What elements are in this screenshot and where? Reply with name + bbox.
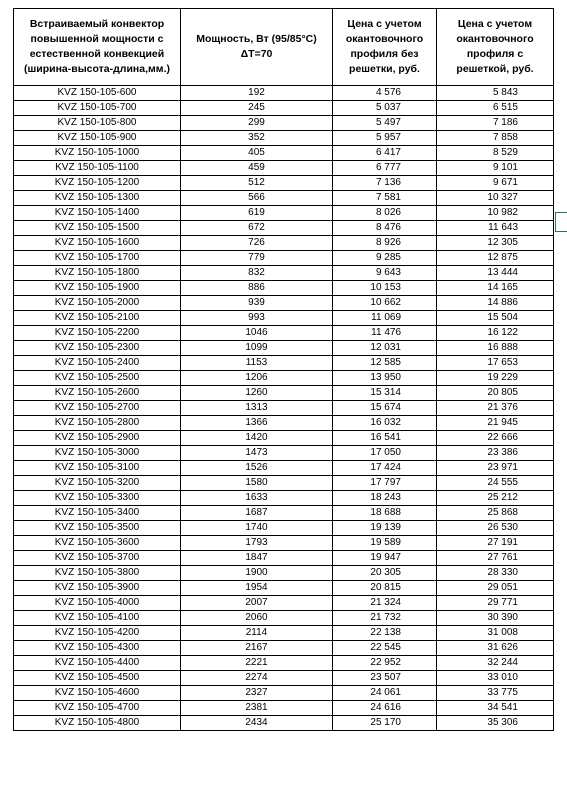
cell-price-with-grille[interactable]: 30 390 bbox=[437, 611, 554, 626]
cell-power[interactable]: 1313 bbox=[181, 401, 333, 416]
cell-price-with-grille[interactable]: 7 186 bbox=[437, 116, 554, 131]
cell-price-no-grille[interactable]: 18 688 bbox=[333, 506, 437, 521]
cell-power[interactable]: 939 bbox=[181, 296, 333, 311]
table-row bbox=[14, 716, 554, 731]
cell-power[interactable]: 1153 bbox=[181, 356, 333, 371]
cell-model[interactable]: KVZ 150-105-3400 bbox=[14, 506, 181, 521]
cell-model[interactable]: KVZ 150-105-3900 bbox=[14, 581, 181, 596]
cell-price-with-grille[interactable]: 11 643 bbox=[437, 221, 554, 236]
cell-power[interactable]: 726 bbox=[181, 236, 333, 251]
cell-price-with-grille[interactable]: 14 886 bbox=[437, 296, 554, 311]
cell-power[interactable]: 2327 bbox=[181, 686, 333, 701]
table-body bbox=[14, 86, 554, 731]
cell-price-with-grille[interactable]: 6 515 bbox=[437, 101, 554, 116]
table-row bbox=[14, 356, 554, 371]
cell-price-no-grille[interactable]: 8 926 bbox=[333, 236, 437, 251]
cell-price-no-grille[interactable]: 19 589 bbox=[333, 536, 437, 551]
cell-power[interactable]: 1526 bbox=[181, 461, 333, 476]
table-row bbox=[14, 386, 554, 401]
cell-price-with-grille[interactable]: 17 653 bbox=[437, 356, 554, 371]
cell-price-with-grille[interactable]: 34 541 bbox=[437, 701, 554, 716]
table-row bbox=[14, 596, 554, 611]
cell-price-no-grille[interactable]: 11 476 bbox=[333, 326, 437, 341]
cell-price-with-grille[interactable]: 19 229 bbox=[437, 371, 554, 386]
cell-power[interactable]: 1046 bbox=[181, 326, 333, 341]
cell-model[interactable]: KVZ 150-105-3200 bbox=[14, 476, 181, 491]
cell-price-no-grille[interactable]: 17 050 bbox=[333, 446, 437, 461]
cell-model[interactable]: KVZ 150-105-1800 bbox=[14, 266, 181, 281]
cell-power[interactable]: 2114 bbox=[181, 626, 333, 641]
cell-price-with-grille[interactable]: 9 101 bbox=[437, 161, 554, 176]
cell-model[interactable]: KVZ 150-105-4600 bbox=[14, 686, 181, 701]
table-row bbox=[14, 146, 554, 161]
table-row bbox=[14, 521, 554, 536]
cell-power[interactable]: 2060 bbox=[181, 611, 333, 626]
cell-price-no-grille[interactable]: 12 585 bbox=[333, 356, 437, 371]
cell-power[interactable]: 2007 bbox=[181, 596, 333, 611]
table-row bbox=[14, 461, 554, 476]
cell-price-no-grille[interactable]: 10 153 bbox=[333, 281, 437, 296]
table-row bbox=[14, 176, 554, 191]
table-row bbox=[14, 236, 554, 251]
cell-model[interactable]: KVZ 150-105-1200 bbox=[14, 176, 181, 191]
cell-power[interactable]: 1633 bbox=[181, 491, 333, 506]
cell-model[interactable]: KVZ 150-105-800 bbox=[14, 116, 181, 131]
table-row bbox=[14, 206, 554, 221]
cell-price-no-grille[interactable]: 5 957 bbox=[333, 131, 437, 146]
cell-model[interactable]: KVZ 150-105-4500 bbox=[14, 671, 181, 686]
cell-power[interactable]: 245 bbox=[181, 101, 333, 116]
cell-price-no-grille[interactable]: 16 032 bbox=[333, 416, 437, 431]
cell-price-with-grille[interactable]: 32 244 bbox=[437, 656, 554, 671]
table-row bbox=[14, 116, 554, 131]
cell-model[interactable]: KVZ 150-105-4100 bbox=[14, 611, 181, 626]
cell-model[interactable]: KVZ 150-105-700 bbox=[14, 101, 181, 116]
cell-price-no-grille[interactable]: 21 324 bbox=[333, 596, 437, 611]
cell-price-no-grille[interactable]: 15 674 bbox=[333, 401, 437, 416]
cell-price-no-grille[interactable]: 22 952 bbox=[333, 656, 437, 671]
cell-price-with-grille[interactable]: 10 982 bbox=[437, 206, 554, 221]
cell-price-with-grille[interactable]: 22 666 bbox=[437, 431, 554, 446]
cell-model[interactable]: KVZ 150-105-900 bbox=[14, 131, 181, 146]
table-row bbox=[14, 221, 554, 236]
header-power[interactable]: Мощность, Вт (95/85°С) ΔT=70 bbox=[181, 9, 333, 86]
table-row bbox=[14, 131, 554, 146]
cell-price-with-grille[interactable]: 12 875 bbox=[437, 251, 554, 266]
table-row bbox=[14, 686, 554, 701]
cell-model[interactable]: KVZ 150-105-3800 bbox=[14, 566, 181, 581]
cell-price-no-grille[interactable]: 17 797 bbox=[333, 476, 437, 491]
cell-price-no-grille[interactable]: 6 777 bbox=[333, 161, 437, 176]
cell-power[interactable]: 459 bbox=[181, 161, 333, 176]
cell-price-no-grille[interactable]: 12 031 bbox=[333, 341, 437, 356]
cell-power[interactable]: 672 bbox=[181, 221, 333, 236]
table-row bbox=[14, 641, 554, 656]
table-row bbox=[14, 251, 554, 266]
table-row bbox=[14, 296, 554, 311]
cell-price-no-grille[interactable]: 5 497 bbox=[333, 116, 437, 131]
cell-price-no-grille[interactable]: 19 947 bbox=[333, 551, 437, 566]
cell-price-no-grille[interactable]: 4 576 bbox=[333, 86, 437, 101]
cell-price-with-grille[interactable]: 16 888 bbox=[437, 341, 554, 356]
cell-model[interactable]: KVZ 150-105-2300 bbox=[14, 341, 181, 356]
table-row bbox=[14, 656, 554, 671]
cell-power[interactable]: 2274 bbox=[181, 671, 333, 686]
table-row bbox=[14, 161, 554, 176]
cell-price-no-grille[interactable]: 5 037 bbox=[333, 101, 437, 116]
cell-price-with-grille[interactable]: 21 945 bbox=[437, 416, 554, 431]
cell-price-no-grille[interactable]: 24 061 bbox=[333, 686, 437, 701]
cell-power[interactable]: 1420 bbox=[181, 431, 333, 446]
cell-power[interactable]: 1687 bbox=[181, 506, 333, 521]
cell-power[interactable]: 1793 bbox=[181, 536, 333, 551]
cell-price-with-grille[interactable]: 15 504 bbox=[437, 311, 554, 326]
table-row bbox=[14, 491, 554, 506]
cell-power[interactable]: 1580 bbox=[181, 476, 333, 491]
cell-price-no-grille[interactable]: 19 139 bbox=[333, 521, 437, 536]
cell-model[interactable]: KVZ 150-105-3300 bbox=[14, 491, 181, 506]
table-row bbox=[14, 626, 554, 641]
cell-model[interactable]: KVZ 150-105-4800 bbox=[14, 716, 181, 731]
cell-price-with-grille[interactable]: 9 671 bbox=[437, 176, 554, 191]
cell-power[interactable]: 2167 bbox=[181, 641, 333, 656]
header-model[interactable]: Встраиваемый конвектор повышенной мощности с естественной конвекцией (ширина-высота-длина,мм.) bbox=[14, 9, 181, 86]
cell-price-no-grille[interactable]: 10 662 bbox=[333, 296, 437, 311]
cell-power[interactable]: 1847 bbox=[181, 551, 333, 566]
cell-model[interactable]: KVZ 150-105-2200 bbox=[14, 326, 181, 341]
cell-power[interactable]: 886 bbox=[181, 281, 333, 296]
cell-price-no-grille[interactable]: 16 541 bbox=[333, 431, 437, 446]
cell-power[interactable]: 405 bbox=[181, 146, 333, 161]
table-row bbox=[14, 416, 554, 431]
cell-price-with-grille[interactable]: 27 191 bbox=[437, 536, 554, 551]
cell-price-no-grille[interactable]: 11 069 bbox=[333, 311, 437, 326]
cell-price-with-grille[interactable]: 13 444 bbox=[437, 266, 554, 281]
cell-price-no-grille[interactable]: 13 950 bbox=[333, 371, 437, 386]
table-row bbox=[14, 671, 554, 686]
cell-price-with-grille[interactable]: 21 376 bbox=[437, 401, 554, 416]
table-row bbox=[14, 341, 554, 356]
cell-power[interactable]: 512 bbox=[181, 176, 333, 191]
cell-model[interactable]: KVZ 150-105-1500 bbox=[14, 221, 181, 236]
cell-power[interactable]: 1473 bbox=[181, 446, 333, 461]
cell-power[interactable]: 1954 bbox=[181, 581, 333, 596]
cell-price-no-grille[interactable]: 24 616 bbox=[333, 701, 437, 716]
cell-power[interactable]: 619 bbox=[181, 206, 333, 221]
table-row bbox=[14, 476, 554, 491]
cell-model[interactable]: KVZ 150-105-2100 bbox=[14, 311, 181, 326]
selected-cell-border bbox=[555, 212, 567, 232]
table-row bbox=[14, 311, 554, 326]
table-row bbox=[14, 86, 554, 101]
cell-price-no-grille[interactable]: 9 285 bbox=[333, 251, 437, 266]
cell-price-with-grille[interactable]: 27 761 bbox=[437, 551, 554, 566]
cell-model[interactable]: KVZ 150-105-3500 bbox=[14, 521, 181, 536]
cell-power[interactable]: 779 bbox=[181, 251, 333, 266]
cell-model[interactable]: KVZ 150-105-1900 bbox=[14, 281, 181, 296]
cell-price-with-grille[interactable]: 5 843 bbox=[437, 86, 554, 101]
cell-price-with-grille[interactable]: 31 008 bbox=[437, 626, 554, 641]
header-row bbox=[14, 9, 554, 86]
table-row bbox=[14, 566, 554, 581]
cell-power[interactable]: 566 bbox=[181, 191, 333, 206]
cell-price-with-grille[interactable]: 25 212 bbox=[437, 491, 554, 506]
cell-model[interactable]: KVZ 150-105-4300 bbox=[14, 641, 181, 656]
cell-price-no-grille[interactable]: 25 170 bbox=[333, 716, 437, 731]
cell-price-with-grille[interactable]: 31 626 bbox=[437, 641, 554, 656]
table-row bbox=[14, 446, 554, 461]
cell-price-with-grille[interactable]: 8 529 bbox=[437, 146, 554, 161]
cell-price-no-grille[interactable]: 15 314 bbox=[333, 386, 437, 401]
cell-price-with-grille[interactable]: 23 971 bbox=[437, 461, 554, 476]
cell-price-no-grille[interactable]: 8 476 bbox=[333, 221, 437, 236]
table-row bbox=[14, 506, 554, 521]
cell-price-no-grille[interactable]: 6 417 bbox=[333, 146, 437, 161]
cell-power[interactable]: 1260 bbox=[181, 386, 333, 401]
cell-price-with-grille[interactable]: 29 051 bbox=[437, 581, 554, 596]
table-row bbox=[14, 701, 554, 716]
table-row bbox=[14, 326, 554, 341]
cell-price-no-grille[interactable]: 20 305 bbox=[333, 566, 437, 581]
cell-price-with-grille[interactable]: 14 165 bbox=[437, 281, 554, 296]
table-row bbox=[14, 536, 554, 551]
cell-model[interactable]: KVZ 150-105-3000 bbox=[14, 446, 181, 461]
table-row bbox=[14, 611, 554, 626]
table-row bbox=[14, 401, 554, 416]
cell-model[interactable]: KVZ 150-105-4400 bbox=[14, 656, 181, 671]
table-row bbox=[14, 371, 554, 386]
cell-model[interactable]: KVZ 150-105-3600 bbox=[14, 536, 181, 551]
cell-power[interactable]: 2221 bbox=[181, 656, 333, 671]
cell-model[interactable]: KVZ 150-105-1700 bbox=[14, 251, 181, 266]
cell-price-no-grille[interactable]: 18 243 bbox=[333, 491, 437, 506]
cell-power[interactable]: 1366 bbox=[181, 416, 333, 431]
cell-price-no-grille[interactable]: 22 545 bbox=[333, 641, 437, 656]
header-price-with-grille[interactable]: Цена с учетом окантовочного профиля с решеткой, руб. bbox=[437, 9, 554, 86]
cell-power[interactable]: 1740 bbox=[181, 521, 333, 536]
cell-price-with-grille[interactable]: 20 805 bbox=[437, 386, 554, 401]
cell-model[interactable]: KVZ 150-105-1100 bbox=[14, 161, 181, 176]
cell-model[interactable]: KVZ 150-105-2900 bbox=[14, 431, 181, 446]
cell-price-with-grille[interactable]: 10 327 bbox=[437, 191, 554, 206]
cell-price-no-grille[interactable]: 22 138 bbox=[333, 626, 437, 641]
table-row bbox=[14, 551, 554, 566]
cell-price-no-grille[interactable]: 17 424 bbox=[333, 461, 437, 476]
cell-price-with-grille[interactable]: 35 306 bbox=[437, 716, 554, 731]
table-row bbox=[14, 431, 554, 446]
cell-model[interactable]: KVZ 150-105-1400 bbox=[14, 206, 181, 221]
cell-power[interactable]: 1099 bbox=[181, 341, 333, 356]
cell-power[interactable]: 1206 bbox=[181, 371, 333, 386]
cell-model[interactable]: KVZ 150-105-1300 bbox=[14, 191, 181, 206]
cell-power[interactable]: 352 bbox=[181, 131, 333, 146]
cell-price-no-grille[interactable]: 23 507 bbox=[333, 671, 437, 686]
cell-price-no-grille[interactable]: 9 643 bbox=[333, 266, 437, 281]
cell-price-with-grille[interactable]: 24 555 bbox=[437, 476, 554, 491]
price-table bbox=[13, 8, 554, 731]
cell-price-with-grille[interactable]: 28 330 bbox=[437, 566, 554, 581]
cell-model[interactable]: KVZ 150-105-4200 bbox=[14, 626, 181, 641]
cell-power[interactable]: 2434 bbox=[181, 716, 333, 731]
cell-price-no-grille[interactable]: 7 581 bbox=[333, 191, 437, 206]
cell-model[interactable]: KVZ 150-105-1600 bbox=[14, 236, 181, 251]
cell-power[interactable]: 1900 bbox=[181, 566, 333, 581]
cell-model[interactable]: KVZ 150-105-600 bbox=[14, 86, 181, 101]
cell-price-with-grille[interactable]: 33 775 bbox=[437, 686, 554, 701]
table-row bbox=[14, 191, 554, 206]
cell-model[interactable]: KVZ 150-105-2400 bbox=[14, 356, 181, 371]
price-table-sheet bbox=[13, 8, 554, 731]
cell-model[interactable]: KVZ 150-105-2800 bbox=[14, 416, 181, 431]
cell-model[interactable]: KVZ 150-105-3100 bbox=[14, 461, 181, 476]
header-price-no-grille[interactable]: Цена с учетом окантовочного профиля без решетки, руб. bbox=[333, 9, 437, 86]
cell-price-with-grille[interactable]: 16 122 bbox=[437, 326, 554, 341]
cell-power[interactable]: 832 bbox=[181, 266, 333, 281]
cell-price-with-grille[interactable]: 12 305 bbox=[437, 236, 554, 251]
cell-price-no-grille[interactable]: 21 732 bbox=[333, 611, 437, 626]
cell-model[interactable]: KVZ 150-105-4000 bbox=[14, 596, 181, 611]
cell-model[interactable]: KVZ 150-105-3700 bbox=[14, 551, 181, 566]
cell-model[interactable]: KVZ 150-105-2700 bbox=[14, 401, 181, 416]
cell-price-with-grille[interactable]: 26 530 bbox=[437, 521, 554, 536]
cell-price-with-grille[interactable]: 29 771 bbox=[437, 596, 554, 611]
cell-model[interactable]: KVZ 150-105-1000 bbox=[14, 146, 181, 161]
table-row bbox=[14, 581, 554, 596]
cell-model[interactable]: KVZ 150-105-2000 bbox=[14, 296, 181, 311]
cell-price-with-grille[interactable]: 25 868 bbox=[437, 506, 554, 521]
cell-price-no-grille[interactable]: 20 815 bbox=[333, 581, 437, 596]
cell-model[interactable]: KVZ 150-105-4700 bbox=[14, 701, 181, 716]
cell-model[interactable]: KVZ 150-105-2600 bbox=[14, 386, 181, 401]
cell-price-with-grille[interactable]: 7 858 bbox=[437, 131, 554, 146]
table-row bbox=[14, 266, 554, 281]
cell-price-no-grille[interactable]: 8 026 bbox=[333, 206, 437, 221]
table-row bbox=[14, 101, 554, 116]
cell-power[interactable]: 299 bbox=[181, 116, 333, 131]
cell-price-no-grille[interactable]: 7 136 bbox=[333, 176, 437, 191]
cell-price-with-grille[interactable]: 33 010 bbox=[437, 671, 554, 686]
cell-power[interactable]: 2381 bbox=[181, 701, 333, 716]
cell-model[interactable]: KVZ 150-105-2500 bbox=[14, 371, 181, 386]
cell-power[interactable]: 192 bbox=[181, 86, 333, 101]
cell-price-with-grille[interactable]: 23 386 bbox=[437, 446, 554, 461]
table-row bbox=[14, 281, 554, 296]
cell-power[interactable]: 993 bbox=[181, 311, 333, 326]
